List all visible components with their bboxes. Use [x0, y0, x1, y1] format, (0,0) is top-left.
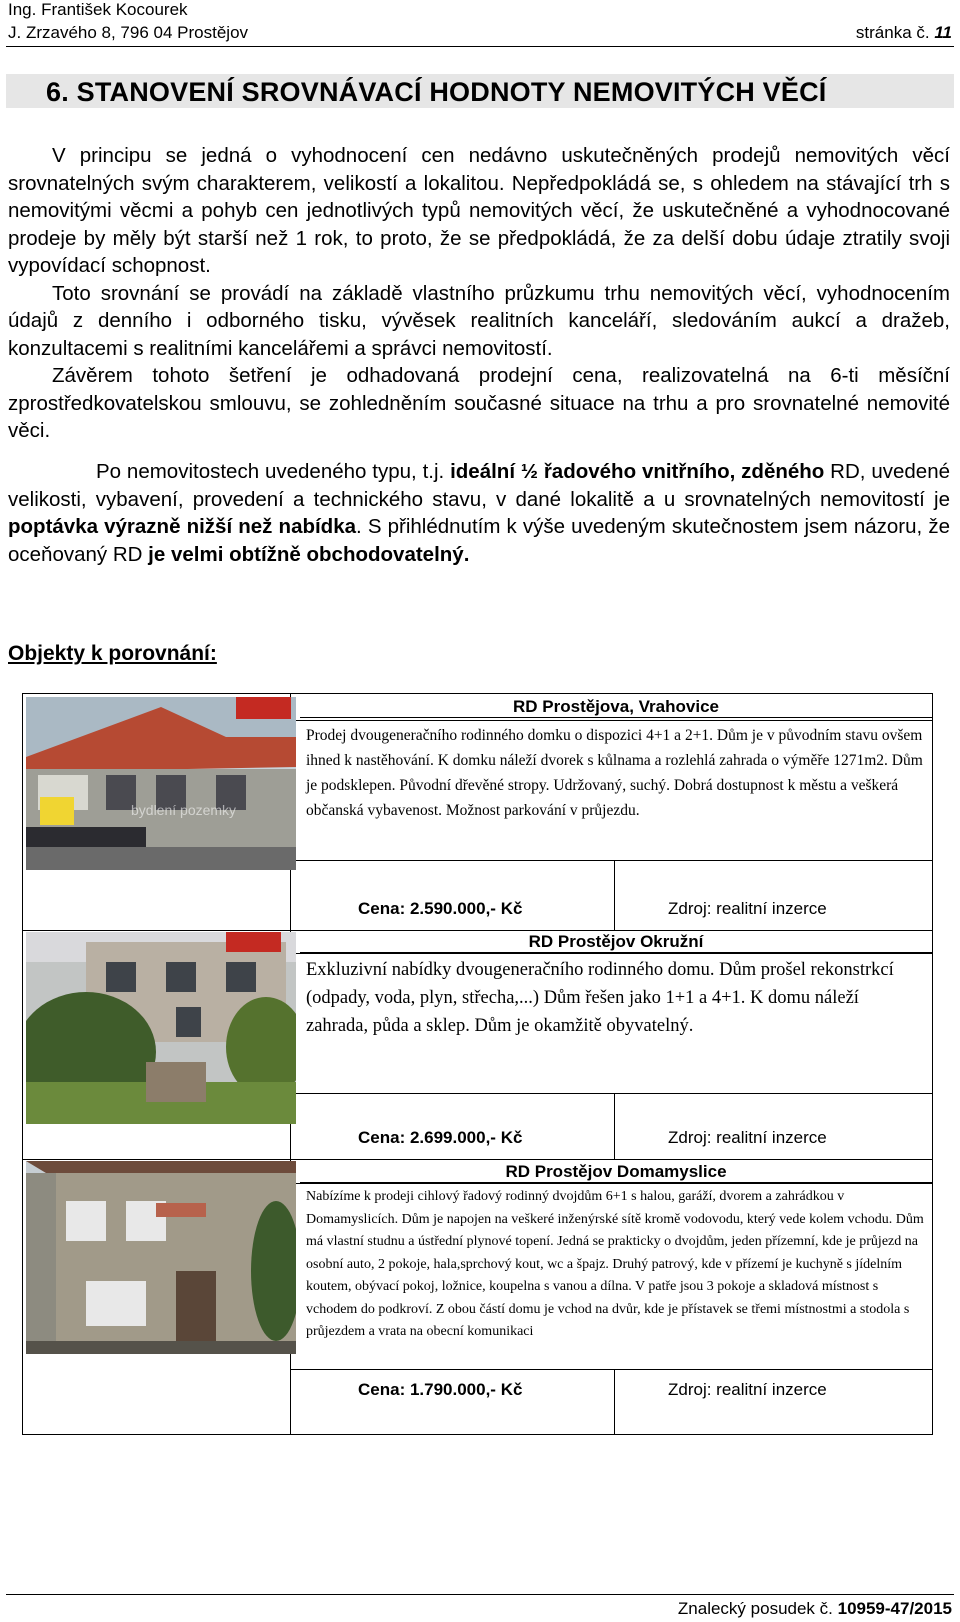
- footer: [678, 1599, 952, 1619]
- object-3-price: Cena: 1.790.000,- Kč: [358, 1380, 523, 1399]
- object-2-description: Exkluzivní nabídky dvougeneračního rodinného domu. Dům prošel rekonstrkcí (odpady, voda, plyn, střecha,...) Dům řešen jako 1+1 a 4+1. K domu náleží zahrada, půda a sklep. Dům je okamžitě obyvatelný.: [306, 960, 894, 1036]
- row-divider: [22, 930, 933, 931]
- house-photo-3: [26, 1161, 296, 1354]
- conclusion-paragraph: [8, 458, 950, 568]
- author-address: J. Zrzavého 8, 796 04 Prostějov: [8, 23, 249, 42]
- row-divider: [22, 1159, 933, 1160]
- photo-domamyslice: [26, 1161, 296, 1354]
- photo-vrahovice: [26, 697, 296, 870]
- row-divider: [290, 860, 932, 861]
- object-1-source: Zdroj: realitní inzerce: [668, 899, 827, 918]
- object-1-title: RD Prostějova, Vrahovice: [300, 697, 932, 718]
- objects-title: Objekty k porovnání:: [8, 642, 217, 665]
- object-3-description: Nabízíme k prodeji cihlový řadový rodinný dvojdům 6+1 s halou, garáží, dvorem a zahrádkou v Domamyslicích. Dům je napojen na veškeré inženýrské sítě kromě vodovodu, který vede kolem vchodu. Dům má vlastní studnu a ústřední plynové topení. Jedná se prakticky o dvojdům, jeden přízemní, kde je průjezd na osobní auto, 2 pokoje, hala,sprchový kout, wc a špajz. Druhý patrový, kde v přízemí je kuchyně s jídelním koutem, obývací pokoj, ložnice, koupelna s vanou a dílna. V patře jsou 3 pokoje a skladová místnost s vchodem do podkroví. Z obou částí domu je vchod na dvůr, kde je přístavek se třemi místnostmi a stodola s průjezdem a vrata na obecní komunikaci: [306, 1189, 924, 1339]
- intro-paragraph-2: Toto srovnání se provádí na základě vlastního průzkumu trhu nemovitých věcí, vyhodnocením údajů z denního i odborného tisku, vývěsek realitních kanceláří, sledováním aukcí a dražeb, konzultacemi s realitními kancelářemi a správci nemovitostí.: [8, 281, 950, 360]
- row-divider: [290, 1093, 932, 1094]
- conclusion-bold-3: je velmi obtížně obchodovatelný.: [148, 542, 470, 566]
- author-name: Ing. František Kocourek: [8, 0, 188, 19]
- row-divider: [290, 1369, 932, 1370]
- row-divider: [290, 1183, 932, 1184]
- page-indicator: [856, 23, 952, 43]
- object-3-source: Zdroj: realitní inzerce: [668, 1380, 827, 1399]
- footer-number: 10959-47/2015: [837, 1599, 952, 1618]
- object-1-price: Cena: 2.590.000,- Kč: [358, 899, 523, 918]
- intro-text: [8, 142, 950, 445]
- conclusion-part-1: Po nemovitostech uvedeného typu, t.j.: [96, 460, 451, 483]
- intro-paragraph-1: V principu se jedná o vyhodnocení cen nedávno uskutečněných prodejů nemovitých věcí srovnatelných svým charakterem, velikostí a lokalitou. Nepředpokládá se, s ohledem na stávající trh s nemovitými věcmi a pohyb cen jednotlivých typů nemovitých věcí, že uskutečněné a vyhodnocované prodeje by měly být starší než 1 rok, to proto, že se předpokládá, že za delší dobu údaje ztratily svoji vypovídací schopnost.: [8, 144, 950, 277]
- section-title: 6. STANOVENÍ SROVNÁVACÍ HODNOTY NEMOVITÝCH VĚCÍ: [46, 77, 827, 107]
- conclusion-part-3: . S přihlédnutím k výše uvedeným skutečnostem jsem názoru, že oceňovaný RD: [8, 515, 950, 566]
- conclusion-part-2: RD, uvedené velikosti, vybavení, provedení a technického stavu, v dané lokalitě a u srovnatelných nemovitostí je: [8, 460, 950, 511]
- house-photo-2: [26, 932, 296, 1124]
- page-label: stránka č.: [855, 23, 930, 42]
- object-3-title: RD Prostějov Domamyslice: [300, 1162, 932, 1183]
- footer-label: Znalecký posudek č.: [677, 1599, 833, 1618]
- house-photo-1: [26, 697, 296, 870]
- photo-watermark: bydlení pozemky: [131, 802, 237, 818]
- row-divider: [290, 953, 932, 954]
- header-divider: [6, 46, 954, 47]
- photo-okruzni: [26, 932, 296, 1124]
- page-number: 11: [934, 23, 952, 42]
- object-2-source: Zdroj: realitní inzerce: [668, 1128, 827, 1147]
- row-divider: [290, 720, 932, 721]
- object-2-title: RD Prostějov Okružní: [300, 932, 932, 953]
- price-divider: [614, 1093, 615, 1159]
- conclusion-bold-1: ideální ½ řadového vnitřního, zděného: [450, 460, 825, 483]
- price-divider: [614, 1369, 615, 1435]
- conclusion-bold-2: poptávka výrazně nižší než nabídka: [8, 515, 357, 538]
- price-divider: [614, 860, 615, 930]
- footer-divider: [6, 1594, 954, 1595]
- object-1-description: Prodej dvougeneračního rodinného domku o dispozici 4+1 a 2+1. Dům je v původním stavu ovšem ihned k nastěhování. K domku náleží dvorek s kůlnama a rozlehlá zahrada o výměře 1271m2. Dům je podsklepen. Původní dřevěné stropy. Udržovaný, suchý. Dobrá dostupnost k městu a veškerá občanská vybavenost. Možnost parkování v průjezdu.: [306, 727, 923, 819]
- intro-paragraph-3: Závěrem tohoto šetření je odhadovaná prodejní cena, realizovatelná na 6-ti měsíční zprostředkovatelskou smlouvu, se zohledněním současné situace na trhu a pro srovnatelné nemovité věci.: [8, 364, 950, 442]
- object-2-price: Cena: 2.699.000,- Kč: [358, 1128, 523, 1147]
